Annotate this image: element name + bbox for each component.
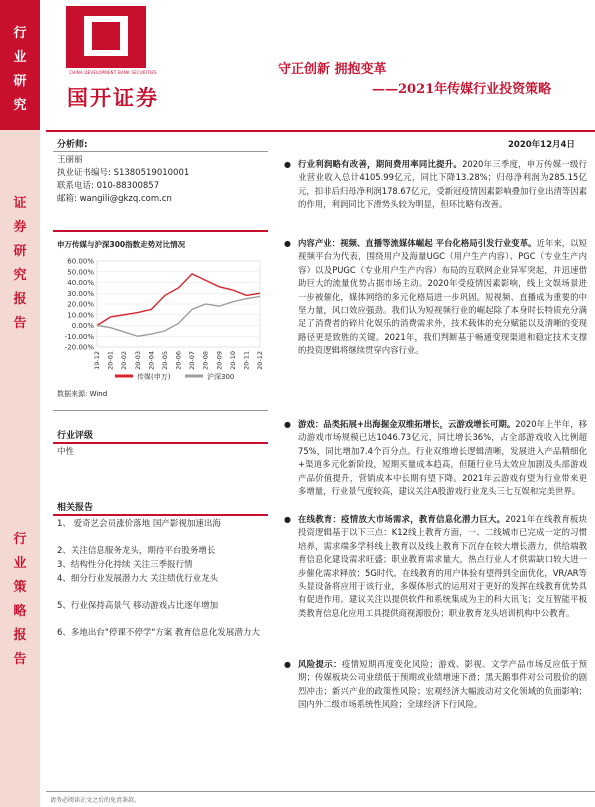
x-tick-label: 20-06 (174, 351, 183, 370)
legend-label: 沪深300 (207, 373, 235, 381)
summary-paragraph (298, 237, 587, 358)
y-tick-label: -10.00% (64, 332, 94, 341)
band-char: 告 (13, 652, 27, 667)
chart-source: 数据来源: Wind (57, 390, 108, 398)
paragraph-lead: 内容产业：视频、直播等流媒体崛起 平台化格局引发行业变革。 (298, 238, 537, 248)
band-char: 研 (13, 74, 27, 89)
x-tick-label: 20-12 (256, 351, 264, 370)
x-tick-label: 20-01 (106, 351, 115, 370)
logo (58, 6, 168, 110)
band-label-bot (0, 528, 40, 672)
band-char: 行 (13, 532, 27, 547)
band-char: 报 (13, 628, 27, 643)
divider (53, 514, 268, 516)
band-char: 行 (13, 26, 27, 41)
paragraph-text: 2020年上半年，移动游戏市场规模已达1046.73亿元，同比增长36%，占全部游戏收入比例超75%，同比增加7.4个百分点。行业双维增长逻辑清晰，发展进入产品精细化+渠道多元化新阶段，短期买量成本趋高，但随行业马太效应加剧及头部游戏产品价值提升，营销成本中长期有望下降。2021年云游戏有望为行业带来更多增量，行业景气度较高，建议关注A股游戏行业龙头三七互娱和完美世界。 (298, 419, 587, 497)
paragraph-lead: 行业利润略有改善，期间费用率同比提升。 (298, 159, 463, 169)
divider (53, 151, 268, 152)
x-tick-label: 20-07 (188, 351, 197, 370)
related-report-item[interactable]: 2、关注信息服务龙头，期待平台股务增长 (57, 546, 216, 556)
report-subtitle: ——2021年传媒行业投资策略 (372, 82, 552, 97)
rating-value: 中性 (57, 447, 75, 457)
bullet-icon: ● (284, 160, 291, 169)
bullet-icon: ● (284, 515, 291, 524)
band-char: 证 (13, 196, 27, 211)
analyst-email[interactable]: 邮箱: wangili@gkzq.com.cn (57, 194, 172, 204)
band-char: 告 (13, 316, 27, 331)
related-heading: 相关报告 (57, 503, 94, 513)
paragraph-lead: 游戏：品类拓展+出海掘金双维拓增长，云游戏增长可期。 (298, 419, 516, 429)
logo-english: CHINA DEVELOPMENT BANK SECURITIES (69, 70, 157, 75)
summary-paragraph (298, 418, 587, 498)
related-report-item[interactable]: 3、结构性分化持续 关注三季报行情 (57, 560, 193, 570)
paragraph-text: 近年来，以短视频平台为代表，围绕用户及海量UGC（用户生产内容）、PGC（专业生产内容）以及PUGC（专业用户生产内容）布局的互联网企业异军突起，并迅速借助巨大的流量优势占据市场主动。2020年受疫情因素影响，线上文娱场景进一步被催化，媒体网络的多元化格局进一步巩固。短视频、直播成为重要的中坚力量，风口效应强劲。我们认为短视频行业的崛起除了本身时长特质充分满足了消费者的碎片化娱乐的消费需求外，技术载体的充分赋能以及清晰的变现路径更是致胜的关键。2021年，我们判断基于畅通变现渠道和稳定技术支撑的投资逻辑将继续贯穿内容行业。 (298, 238, 587, 356)
summary-paragraph (298, 513, 587, 620)
x-tick-label: 20-08 (201, 351, 210, 370)
paragraph-lead: 在线教育：疫情放大市场需求，教育信息化潜力巨大。 (298, 514, 506, 524)
analyst-cert: 执业证书编号: S1380519010001 (57, 168, 190, 178)
series-line-0 (97, 274, 260, 326)
report-title: 守正创新 拥抱变革 (278, 62, 387, 77)
x-tick-label: 20-11 (242, 351, 251, 370)
y-tick-label: 40.00% (67, 279, 94, 287)
y-tick-label: 20.00% (67, 300, 94, 309)
series-line-1 (97, 296, 260, 336)
divider (53, 230, 268, 232)
band-char: 究 (13, 268, 27, 283)
bullet-icon: ● (284, 420, 291, 429)
x-tick-label: 20-03 (133, 351, 142, 370)
related-report-item[interactable]: 5、行业保持高景气 移动游戏占比逐年增加 (57, 601, 219, 611)
disclaimer-footer: 请务必阅读正文之后的免责条款。 (50, 797, 141, 804)
divider (53, 442, 268, 444)
band-char: 究 (13, 98, 27, 113)
y-tick-label: 60.00% (67, 257, 94, 266)
footer-rule (46, 791, 595, 792)
band-char: 券 (13, 220, 27, 235)
band-char: 业 (13, 50, 27, 65)
y-tick-label: 30.00% (67, 289, 94, 298)
paragraph-text: 疫情短期再度变化风险；游戏、影视、文学产品市场反应低于预期；传媒板块公司业绩低于预期或业绩增速下滑；黑天鹅事件对公司股价的剧烈冲击；新兴产业的政策性风险；宏观经济大幅波动对文化领域的负面影响；国内外二级市场系统性风险；全球经济下行风险。 (298, 659, 588, 710)
analyst-heading: 分析师: (57, 140, 88, 150)
bullet-icon: ● (284, 239, 291, 248)
x-tick-label: 19-12 (93, 351, 101, 370)
x-tick-label: 20-10 (228, 351, 237, 370)
chart-title: 申万传媒与沪深300指数走势对比情况 (57, 240, 186, 249)
y-tick-label: 0.00% (71, 322, 94, 330)
band-char: 报 (13, 292, 27, 307)
summary-paragraph (298, 158, 587, 212)
logo-chinese: 国开证券 (67, 85, 159, 110)
header-rule (46, 130, 595, 132)
analyst-name: 王丽丽 (57, 155, 83, 165)
report-date: 2020年12月4日 (508, 140, 575, 150)
summary-paragraph (298, 658, 587, 712)
analyst-phone: 联系电话: 010-88300857 (57, 181, 160, 191)
x-tick-label: 20-04 (147, 351, 156, 370)
index-comparison-chart (55, 255, 270, 385)
y-tick-label: 10.00% (67, 311, 94, 320)
band-char: 研 (13, 244, 27, 259)
related-report-item[interactable]: 4、细分行业发展潜力大 关注绩优行业龙头 (57, 574, 219, 584)
bullet-icon: ● (284, 660, 291, 669)
band-label-top (0, 22, 40, 118)
paragraph-text: 2020年三季度，申万传媒一级行业营业收入总计4105.99亿元，同比下降13.28%；归母净利润为285.15亿元，扣非后归母净利润178.67亿元，受新冠疫情因素影响叠加行业出清等因素的作用，利润同比下滑势头较为明显，但环比略有改善。 (298, 159, 587, 210)
legend-label: 传媒(申万) (137, 373, 171, 381)
rating-heading: 行业评级 (57, 431, 94, 441)
paragraph-text: 2021年在线教育板块投资逻辑基于以下三点：K12线上教育方面，一、二线城市已完成一定的习惯培养，需求端多学科线上教育以及线上教育下沉存在较大增长潜力，供给端教育信息化建设需求旺盛；职业教育需求量大，热点行业人才供需缺口较大进一步催化需求释放；5G时代，在线教育的用户体验有望得到全面优化，VR/AR等头显设备将应用于该行业，多媒体形式的运用对于更好的发挥在线教育优势具有促进作用。建议关注以提供软件和系统集成为主的科大讯飞；交互智能平板类教育信息化应用工具提供商视源股份；职业教育龙头培训机构中公教育。 (298, 514, 587, 618)
x-tick-label: 20-05 (160, 351, 169, 370)
band-char: 略 (13, 604, 27, 619)
band-char: 业 (13, 556, 27, 571)
y-tick-label: 50.00% (67, 268, 94, 277)
related-report-item[interactable]: 1、 爱奇艺会员涨价落地 国产影视加速出海 (57, 519, 221, 529)
side-band (0, 0, 40, 807)
x-tick-label: 20-02 (120, 351, 129, 370)
band-label-mid (0, 192, 40, 336)
x-tick-label: 20-09 (215, 351, 224, 370)
band-char: 策 (13, 580, 27, 595)
paragraph-lead: 风险提示： (298, 659, 342, 669)
related-report-item[interactable]: 6、多地出台"停课不停学"方案 教育信息化发展潜力大 (57, 628, 260, 638)
divider (53, 410, 268, 411)
y-tick-label: -20.00% (64, 343, 94, 352)
